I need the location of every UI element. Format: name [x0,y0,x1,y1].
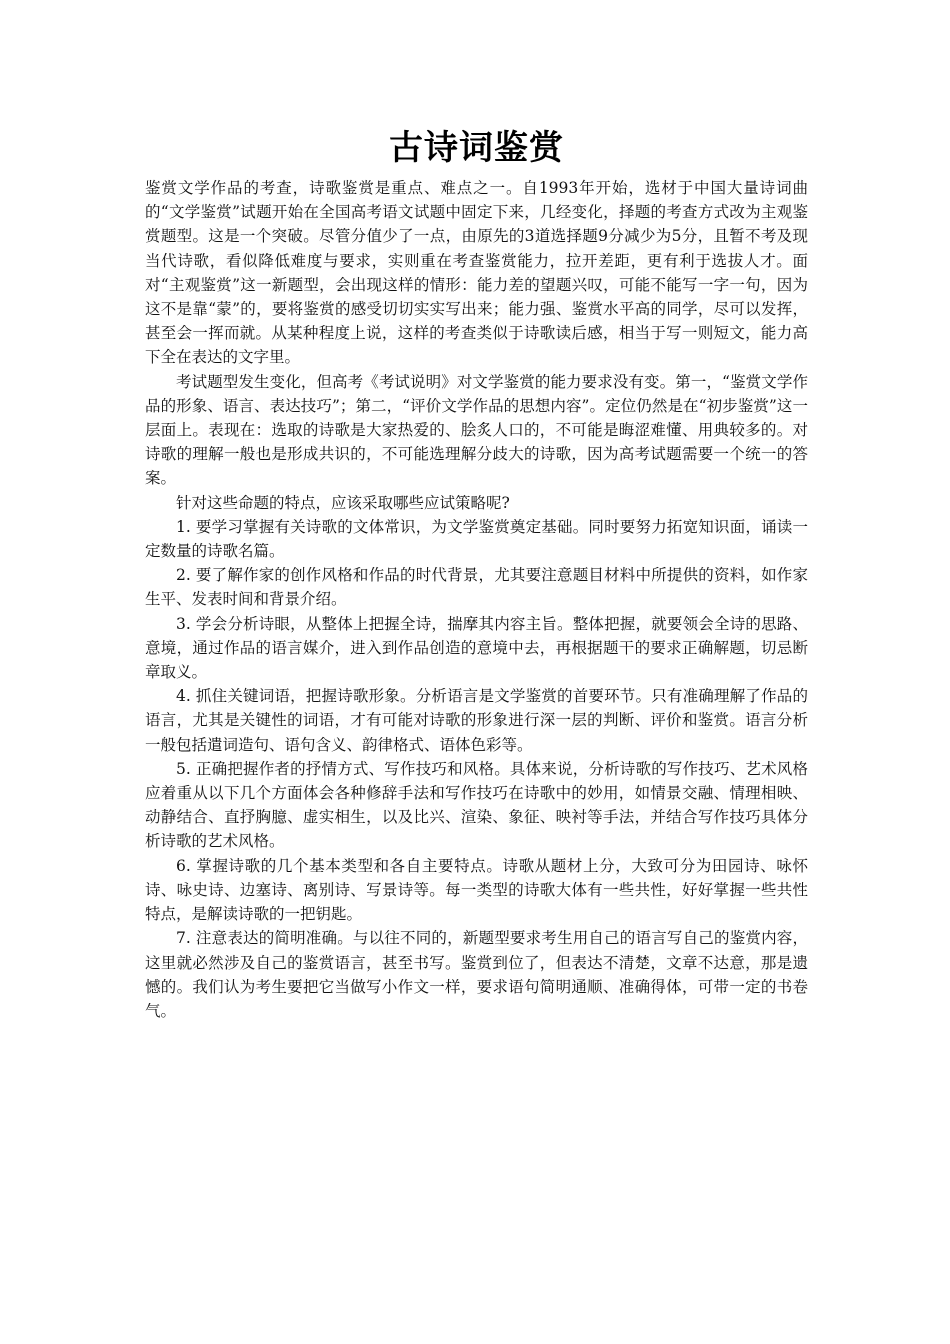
strategy-item-7: 7. 注意表达的简明准确。与以往不同的，新题型要求考生用自己的语言写自己的鉴赏内容，这里就必然涉及自己的鉴赏语言，甚至书写。鉴赏到位了，但表达不清楚，文章不达意，那是遗憾的。我们认为考生要把它当做写小作文一样，要求语句简明通顺、准确得体，可带一定的书卷气。 [145,929,808,1020]
document-body [145,122,808,1023]
paragraph-strategy-question: 针对这些命题的特点，应该采取哪些应试策略呢? [176,493,510,512]
document-title: 古诗词鉴赏 [389,128,564,168]
paragraph-requirements: 考试题型发生变化，但高考《考试说明》对文学鉴赏的能力要求没有变。第一，“鉴赏文学作品的形象、语言、表达技巧”；第二，“评价文学作品的思想内容”。定位仍然是在“初步鉴赏”这一层面上。表现在：选取的诗歌是大家热爱的、脍炙人口的，不可能是晦涩难懂、用典较多的。对诗歌的理解一般也是形成共识的，不可能选理解分歧大的诗歌，因为高考试题需要一个统一的答案。 [145,372,808,488]
strategy-item-5: 5. 正确把握作者的抒情方式、写作技巧和风格。具体来说，分析诗歌的写作技巧、艺术风格应着重从以下几个方面体会各种修辞手法和写作技巧在诗歌中的妙用，如情景交融、情理相映、动静结合、直抒胸臆、虚实相生，以及比兴、渲染、象征、映衬等手法，并结合写作技巧具体分析诗歌的艺术风格。 [145,759,808,851]
strategy-item-2: 2. 要了解作家的创作风格和作品的时代背景，尤其要注意题目材料中所提供的资料，如作家生平、发表时间和背景介绍。 [145,566,808,609]
strategy-item-3: 3. 学会分析诗眼，从整体上把握全诗，揣摩其内容主旨。整体把握，就要领会全诗的思路、意境，通过作品的语言媒介，进入到作品创造的意境中去，再根据题干的要求正确解题，切忌断章取义。 [145,614,808,682]
paragraph-intro: 鉴赏文学作品的考查，诗歌鉴赏是重点、难点之一。自1993年开始，选材于中国大量诗词曲的“文学鉴赏”试题开始在全国高考语文试题中固定下来，几经变化，择题的考查方式改为主观鉴赏题型。这是一个突破。尽管分值少了一点，由原先的3道选择题9分减少为5分，且暂不考及现当代诗歌，看似降低难度与要求，实则重在考查鉴赏能力，拉开差距，更有利于选拔人才。面对“主观鉴赏”这一新题型，会出现这样的情形：能力差的望题兴叹，可能不能写一字一句，因为这不是靠“蒙”的，要将鉴赏的感受切切实实写出来；能力强、鉴赏水平高的同学，尽可以发挥，甚至会一挥而就。从某种程度上说，这样的考查类似于诗歌读后感，相当于写一则短文，能力高下全在表达的文字里。 [145,179,808,367]
strategy-item-1: 1. 要学习掌握有关诗歌的文体常识，为文学鉴赏奠定基础。同时要努力拓宽知识面，诵读一定数量的诗歌名篇。 [145,517,808,561]
strategy-item-4: 4. 抓住关键词语，把握诗歌形象。分析语言是文学鉴赏的首要环节。只有准确理解了作品的语言，尤其是关键性的词语，才有可能对诗歌的形象进行深一层的判断、评价和鉴赏。语言分析一般包括遣词造句、语句含义、韵律格式、语体色彩等。 [145,687,808,754]
strategy-item-6: 6. 掌握诗歌的几个基本类型和各自主要特点。诗歌从题材上分，大致可分为田园诗、咏怀诗、咏史诗、边塞诗、离别诗、写景诗等。每一类型的诗歌大体有一些共性，好好掌握一些共性特点，是解读诗歌的一把钥匙。 [145,856,808,924]
